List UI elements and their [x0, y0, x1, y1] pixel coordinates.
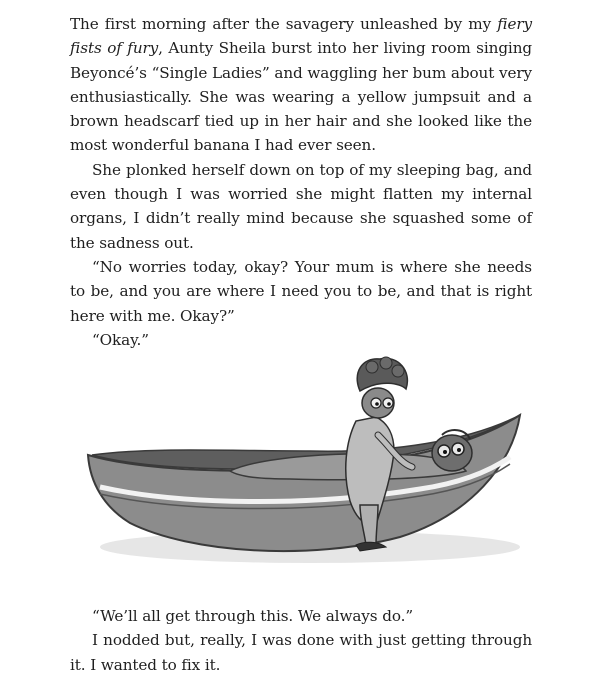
paragraph-3: “No worries today, okay? Your mum is where she needs to be, and you are where I need you to be, and that is right here with me. Okay?” — [70, 257, 532, 325]
paragraph-1: The first morning after the savagery unleashed by my fiery fists of fury, Aunty Sheila burst into her living room singing Beyoncé’s “Single Ladies” and waggling her bum about very enthusiastically. She was wearing a yellow jumpsuit and a brown headscarf tied up in her hair and she looked like the most wonderful banana I had ever seen. — [70, 15, 532, 155]
paragraph-2: She plonked herself down on top of my sleeping bag, and even though I was worried she might flatten my internal organs, I didn’t really mind because she squashed some of the sadness out. — [70, 160, 532, 252]
paragraph-5: “We’ll all get through this. We always do.” — [92, 607, 413, 625]
top-text-block — [70, 12, 532, 352]
paragraph-6: I nodded but, really, I was done with just getting through it. I wanted to fix it. — [70, 631, 532, 674]
canoe-illustration — [60, 355, 540, 585]
emphasis-fiery-fists: fiery fists of fury — [70, 15, 532, 58]
paragraph-4: “Okay.” — [92, 330, 149, 349]
bottom-text-block — [70, 604, 532, 677]
